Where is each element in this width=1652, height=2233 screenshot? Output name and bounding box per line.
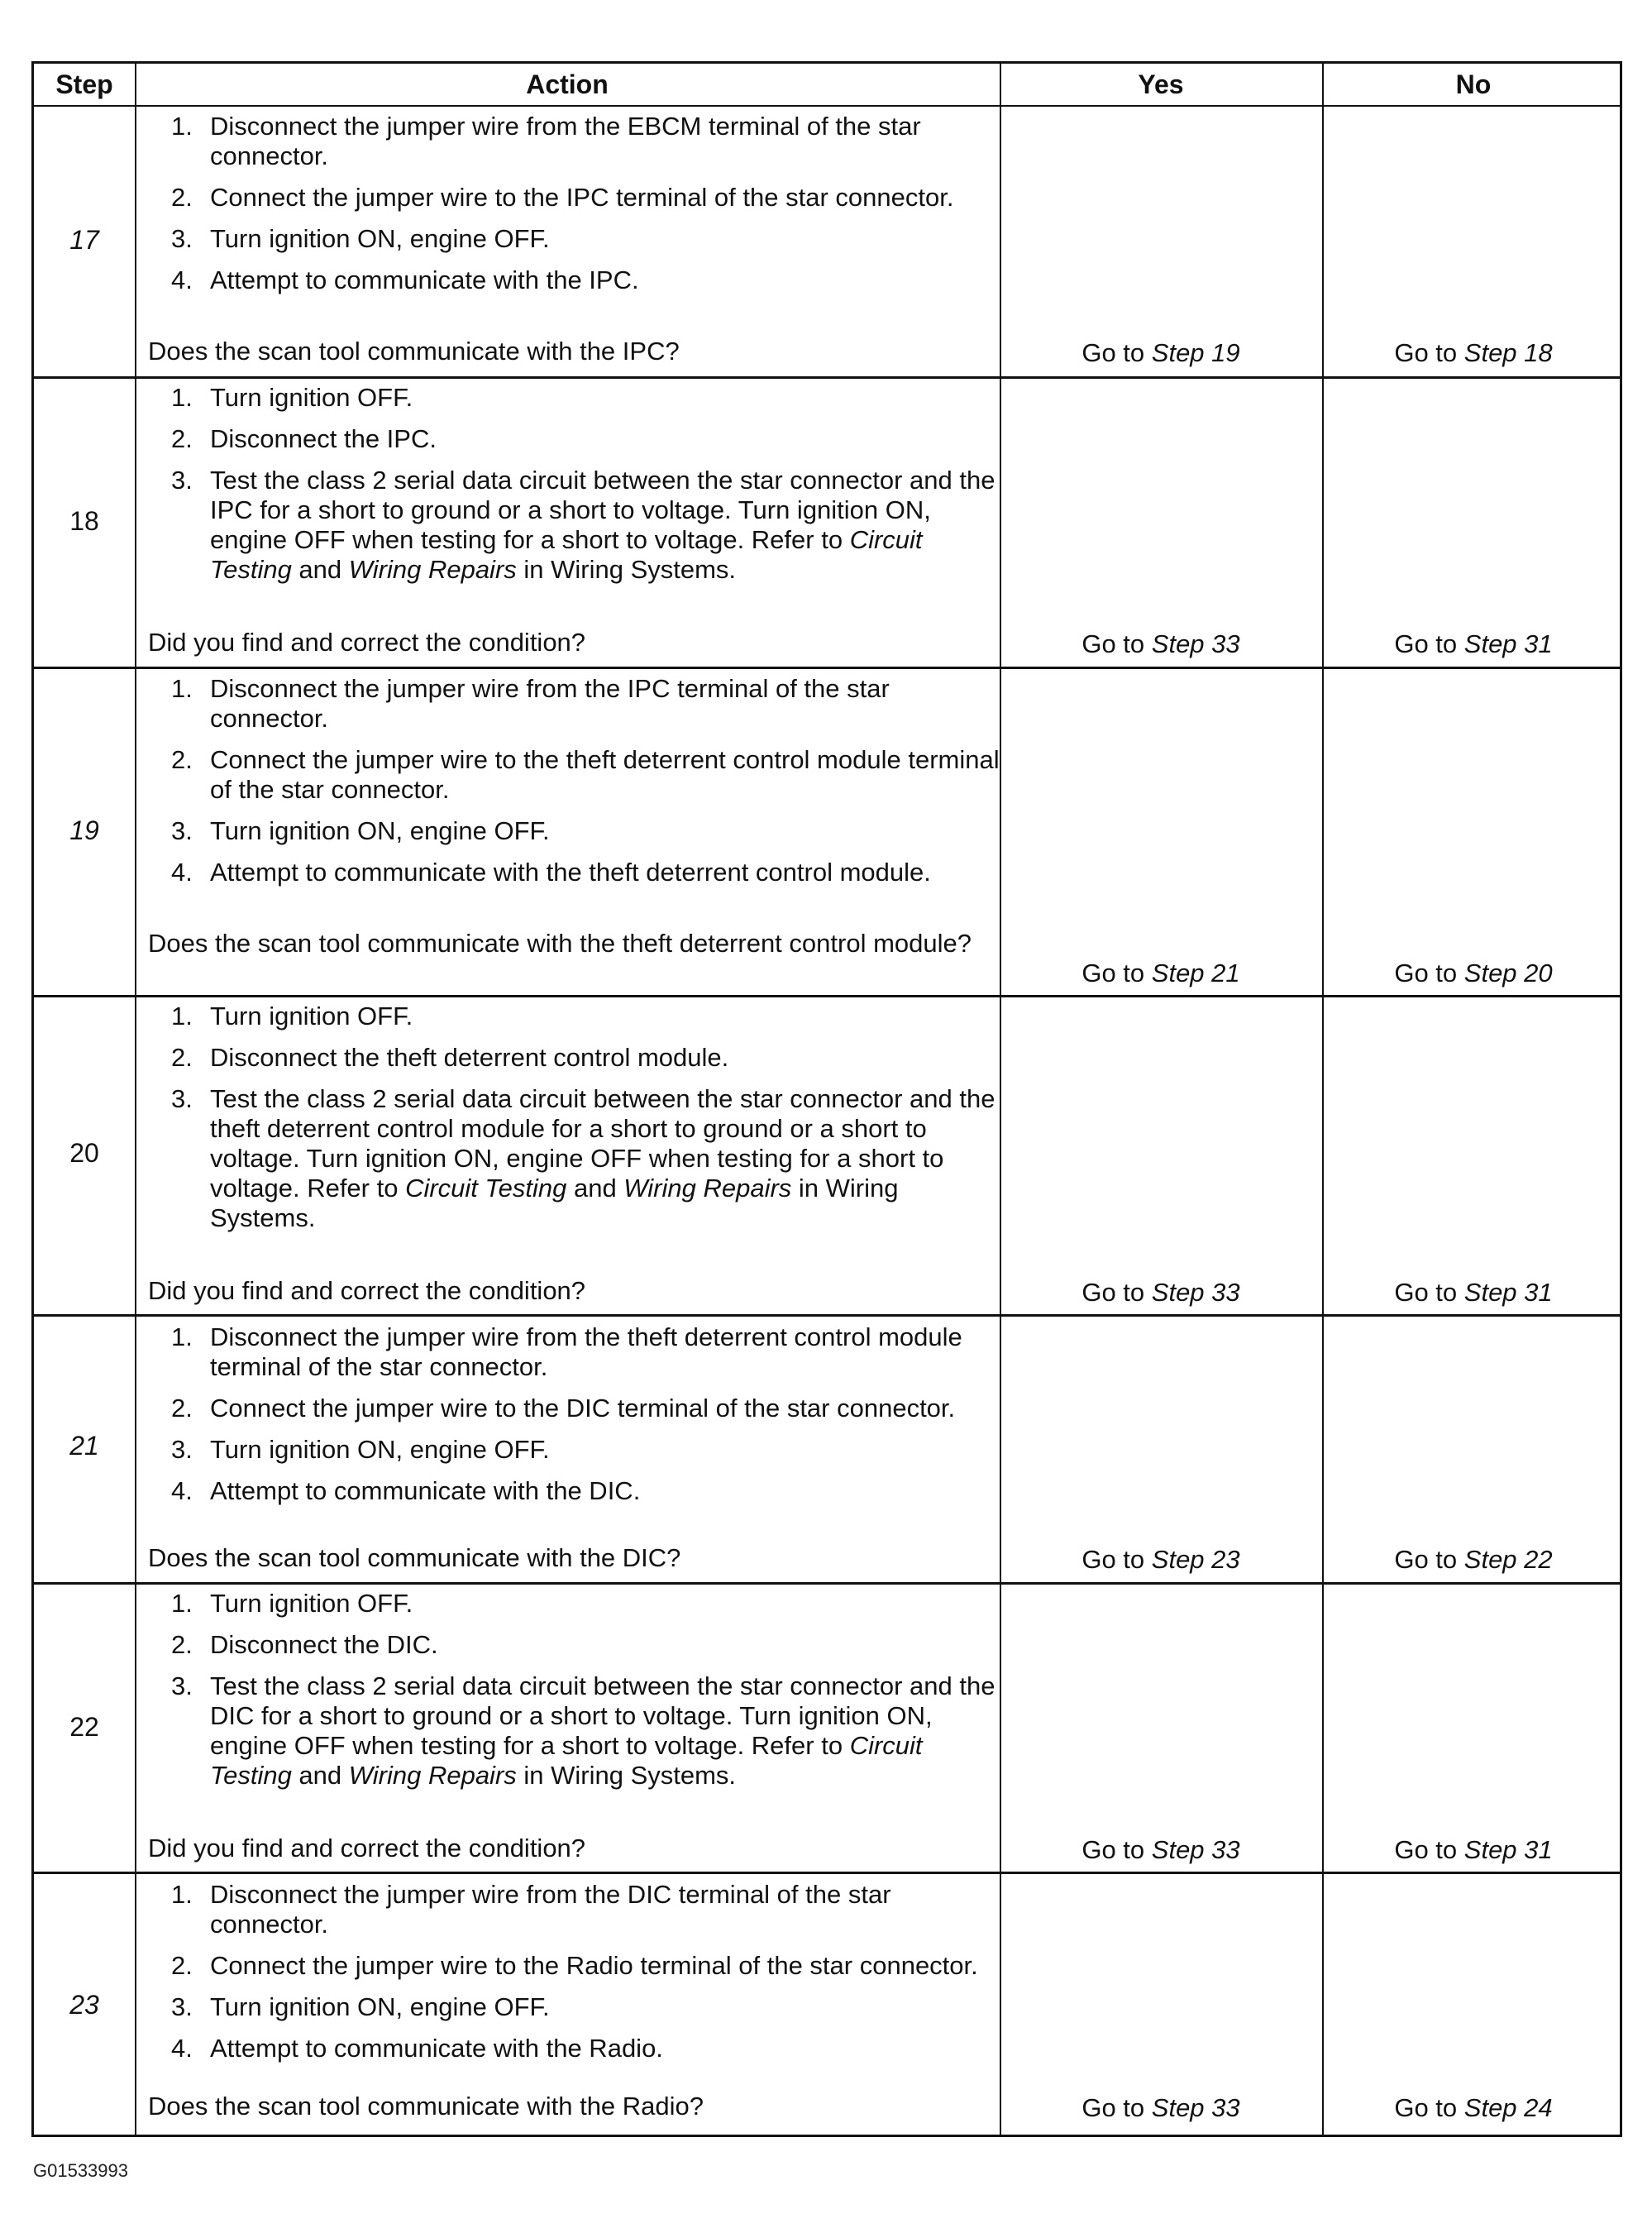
action-cell: [148, 112, 1000, 307]
question: Does the scan tool communicate with the IPC?: [148, 337, 680, 366]
action-item: 1. Disconnect the jumper wire from the DIC terminal of the star connector.: [171, 1880, 891, 1939]
step-number: 23: [69, 1990, 99, 2020]
action-item: 1. Disconnect the jumper wire from the theft deterrent control module terminal of the star connector.: [171, 1322, 962, 1381]
column-divider: [1000, 64, 1001, 2135]
row-divider: [34, 1314, 1620, 1317]
question: Did you find and correct the condition?: [148, 1276, 586, 1305]
action-item: 1. Turn ignition OFF.: [171, 1589, 413, 1618]
yes-result: Go to Step 33: [1081, 1835, 1240, 1864]
no-result: Go to Step 31: [1394, 1278, 1553, 1307]
action-cell: [148, 383, 1000, 596]
yes-result: Go to Step 33: [1081, 2093, 1240, 2122]
step-number: 19: [69, 815, 99, 845]
no-result: Go to Step 20: [1394, 959, 1553, 987]
action-item: 1. Turn ignition OFF.: [171, 383, 413, 412]
action-item: 3. Test the class 2 serial data circuit between the star connector and the DIC for a short to ground or a short to voltage. Turn ignition ON, engine OFF when testing for a short to voltage. Refer to Circuit Testing and Wiring Repairs in Wiring Systems.: [171, 1671, 995, 1790]
row-divider: [34, 667, 1620, 669]
action-item: 1. Turn ignition OFF.: [171, 1002, 413, 1030]
no-result: Go to Step 31: [1394, 1835, 1553, 1864]
yes-result: Go to Step 33: [1081, 1278, 1240, 1307]
row-divider: [34, 1872, 1620, 1874]
row-divider: [34, 995, 1620, 997]
header-action: Action: [526, 69, 609, 99]
action-item: 2. Disconnect the IPC.: [171, 424, 437, 453]
yes-result: Go to Step 33: [1081, 629, 1240, 658]
header-yes: Yes: [1138, 69, 1184, 99]
step-number: 22: [69, 1712, 99, 1742]
action-item: 2. Connect the jumper wire to the theft deterrent control module terminal of the star connector.: [171, 745, 1000, 804]
no-result: Go to Step 22: [1394, 1545, 1553, 1574]
action-item: 3. Test the class 2 serial data circuit between the star connector and the theft deterrent control module for a short to ground or a short to voltage. Turn ignition ON, engine OFF when testing for a short to voltage. Refer to Circuit Testing and Wiring Repairs in Wiring Systems.: [171, 1084, 995, 1232]
diagnostic-table: [31, 61, 1622, 2137]
action-item: 1. Disconnect the jumper wire from the EBCM terminal of the star connector.: [171, 112, 921, 170]
action-item: 3. Turn ignition ON, engine OFF.: [171, 816, 550, 845]
column-divider: [1322, 64, 1324, 2135]
action-item: 2. Connect the jumper wire to the IPC terminal of the star connector.: [171, 183, 954, 212]
action-item: 2. Disconnect the DIC.: [171, 1630, 438, 1659]
figure-id: G01533993: [33, 2160, 128, 2181]
step-number: 21: [69, 1431, 99, 1461]
no-result: Go to Step 18: [1394, 338, 1553, 367]
header-step: Step: [55, 69, 113, 99]
action-cell: [148, 1002, 1000, 1245]
action-item: 2. Disconnect the theft deterrent control module.: [171, 1043, 729, 1072]
question: Does the scan tool communicate with the theft deterrent control module?: [148, 929, 972, 958]
header-divider: [34, 105, 1620, 107]
no-result: Go to Step 31: [1394, 629, 1553, 658]
action-item: 4. Attempt to communicate with the DIC.: [171, 1476, 641, 1505]
row-divider: [34, 376, 1620, 379]
action-cell: [148, 674, 1000, 899]
step-number: 18: [69, 506, 99, 536]
question: Does the scan tool communicate with the Radio?: [148, 2092, 704, 2121]
action-item: 3. Test the class 2 serial data circuit between the star connector and the IPC for a short to ground or a short to voltage. Turn ignition ON, engine OFF when testing for a short to voltage. Refer to Circuit Testing and Wiring Repairs in Wiring Systems.: [171, 466, 995, 584]
header-no: No: [1455, 69, 1492, 99]
action-cell: [148, 1589, 1000, 1802]
action-item: 1. Disconnect the jumper wire from the IPC terminal of the star connector.: [171, 674, 890, 733]
action-item: 2. Connect the jumper wire to the DIC terminal of the star connector.: [171, 1394, 956, 1423]
action-item: 3. Turn ignition ON, engine OFF.: [171, 1992, 550, 2021]
row-divider: [34, 1582, 1620, 1585]
action-cell: [148, 1322, 1000, 1518]
question: Did you find and correct the condition?: [148, 628, 586, 657]
yes-result: Go to Step 23: [1081, 1545, 1240, 1574]
yes-result: Go to Step 21: [1081, 959, 1240, 987]
question: Does the scan tool communicate with the DIC?: [148, 1543, 681, 1572]
action-item: 3. Turn ignition ON, engine OFF.: [171, 1435, 550, 1464]
step-number: 17: [69, 225, 99, 255]
action-item: 4. Attempt to communicate with the Radio.: [171, 2034, 663, 2063]
column-divider: [135, 64, 136, 2135]
question: Did you find and correct the condition?: [148, 1834, 586, 1862]
action-item: 2. Connect the jumper wire to the Radio terminal of the star connector.: [171, 1951, 978, 1980]
yes-result: Go to Step 19: [1081, 338, 1240, 367]
action-item: 4. Attempt to communicate with the IPC.: [171, 265, 639, 294]
action-item: 4. Attempt to communicate with the theft deterrent control module.: [171, 858, 931, 887]
step-number: 20: [69, 1138, 99, 1168]
action-cell: [148, 1880, 1000, 2075]
no-result: Go to Step 24: [1394, 2093, 1553, 2122]
action-item: 3. Turn ignition ON, engine OFF.: [171, 224, 550, 253]
